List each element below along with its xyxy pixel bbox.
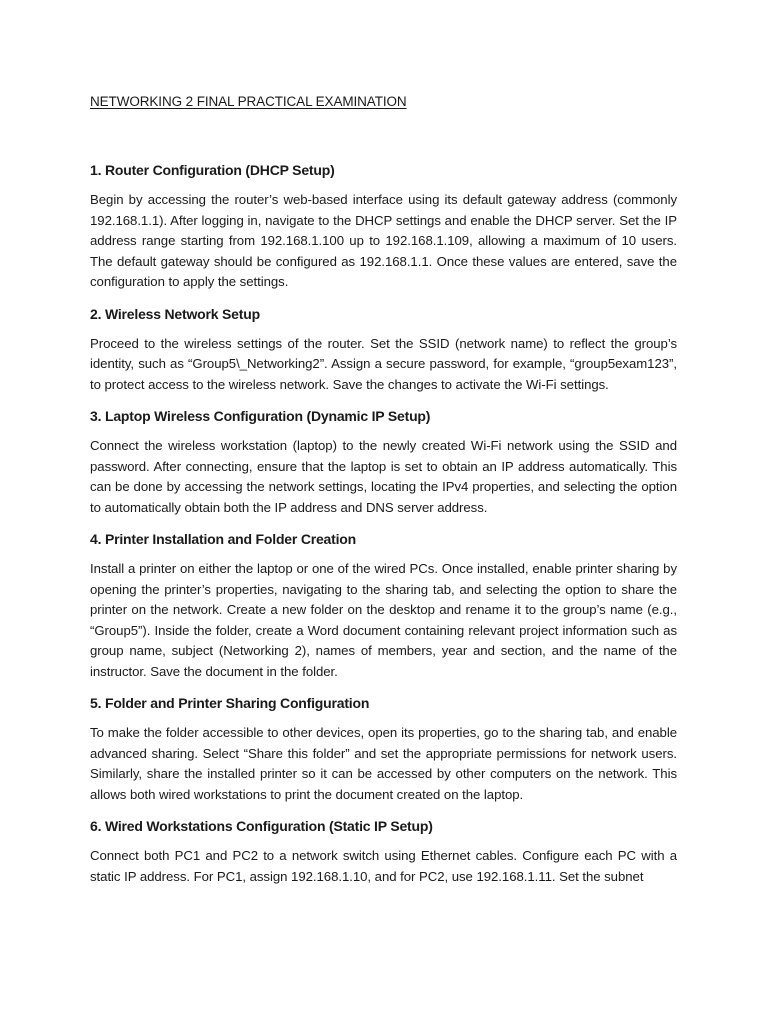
section-router-configuration <box>90 160 677 293</box>
section-heading: 5. Folder and Printer Sharing Configuration <box>90 695 370 711</box>
document-content <box>90 92 677 898</box>
section-heading: 2. Wireless Network Setup <box>90 305 260 322</box>
section-body: Connect the wireless workstation (laptop) to the newly created Wi-Fi network using the SSID and password. After connecting, ensure that the laptop is set to obtain an IP address automatically. This can be done by accessing the network settings, locating the IPv4 properties, and selecting the option to automatically obtain both the IP address and DNS server address. <box>90 438 677 515</box>
section-body: Connect both PC1 and PC2 to a network switch using Ethernet cables. Configure each PC with a static IP address. For PC1, assign 192.168.1.10, and for PC2, use 192.168.1.11. Set the subnet <box>90 848 677 884</box>
section-printer-installation <box>90 529 677 682</box>
document-title: NETWORKING 2 FINAL PRACTICAL EXAMINATION <box>90 94 407 109</box>
section-folder-printer-sharing <box>90 693 677 805</box>
section-body: Proceed to the wireless settings of the router. Set the SSID (network name) to reflect the group’s identity, such as “Group5\_Networking2”. Assign a secure password, for example, “group5exam123”, to protect access to the wireless network. Save the changes to activate the Wi-Fi settings. <box>90 335 677 392</box>
section-heading: 3. Laptop Wireless Configuration (Dynamic IP Setup) <box>90 408 431 424</box>
section-laptop-wireless-configuration <box>90 406 677 518</box>
section-body: To make the folder accessible to other devices, open its properties, go to the sharing tab, and enable advanced sharing. Select “Share this folder” and set the appropriate permissions for network users. Similarly, share the installed printer so it can be accessed by other computers on the network. This allows both wired workstations to print the document created on the laptop. <box>90 725 677 802</box>
section-heading: 1. Router Configuration (DHCP Setup) <box>90 162 335 178</box>
section-wired-workstations-configuration <box>90 816 677 887</box>
section-body: Begin by accessing the router’s web-based interface using its default gateway address (commonly 192.168.1.1). After logging in, navigate to the DHCP settings and enable the DHCP server. Set the IP address range starting from 192.168.1.100 up to 192.168.1.109, allowing a maximum of 10 users. The default gateway should be configured as 192.168.1.1. Once these values are entered, save the configuration to apply the settings. <box>90 192 677 289</box>
section-heading: 4. Printer Installation and Folder Creation <box>90 531 356 547</box>
section-wireless-network-setup <box>90 304 677 396</box>
section-heading: 6. Wired Workstations Configuration (Static IP Setup) <box>90 818 433 834</box>
section-body: Install a printer on either the laptop or one of the wired PCs. Once installed, enable printer sharing by opening the printer’s properties, navigating to the sharing tab, and selecting the option to share the printer on the network. Create a new folder on the desktop and rename it to the group’s name (e.g., “Group5”). Inside the folder, create a Word document containing relevant project information such as group name, subject (Networking 2), names of members, year and section, and the name of the instructor. Save the document in the folder. <box>90 561 677 679</box>
